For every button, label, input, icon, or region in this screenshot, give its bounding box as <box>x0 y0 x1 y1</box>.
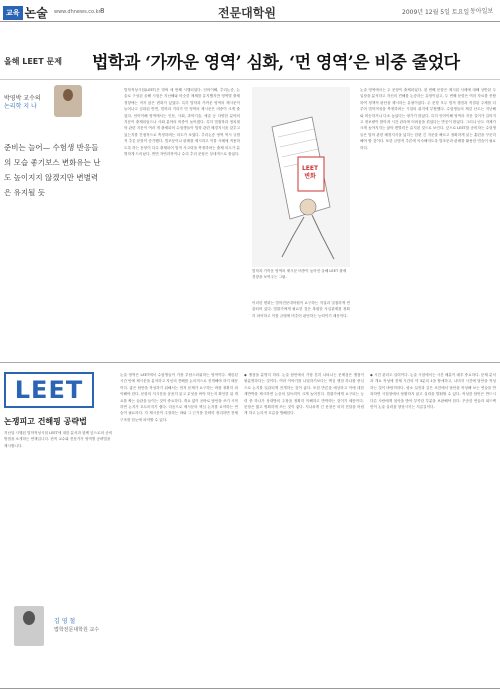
leet-logo: LEET <box>4 372 94 408</box>
paper-tag: 동아일보 <box>470 8 494 15</box>
section-badge <box>3 4 48 21</box>
series-column-1: 논술 영역은 LEET에서 수험생들이 가장 부담스러워하는 영역이다. 제한된 시간 안에 제시문을 분석하고 자신의 견해를 논리적으로 전개해야 하기 때문이다. 좋은 답안을 작성하기 위해서는 먼저 문제가 요구하는 바를 정확히 파악해야 한다. 문항의 지시문을 꼼꼼히 읽고 무엇을 써야 하는지 확인한 뒤 개요를 짜는 습관을 들이는 것이 중요하다. 개요 없이 곧바로 답안을 쓰기 시작하면 논지가 흐트러지기 쉽다. 다음으로 제시문의 핵심 논지를 요약하는 연습이 필요하다. 각 제시문이 주장하는 바와 그 근거를 간략히 정리하면 전체 구조를 한눈에 파악할 수 있다. <box>120 373 238 422</box>
series-column-2: ◆ 쟁점을 분명히 하라. 논술 답안에서 가장 흔히 나타나는 문제점은 쟁점이 불분명하다는 것이다. 여러 이야기를 나열하기보다는 핵심 쟁점 하나를 중심으로 논지를 일관되게 전개하는 것이 좋다. 또한 반론을 예상하고 이에 대한 재반박을 제시하면 논증의 설득력이 크게 높아진다. 법률가에게 요구되는 능력 중 하나가 상대방의 주장을 정확히 이해하고 반박하는 것이기 때문이다. 문장은 짧고 명확하게 쓰는 것이 좋다. 지나치게 긴 문장은 의미 전달을 어렵게 하고 논리적 흐름을 방해한다. <box>244 373 364 416</box>
footer-rule <box>0 688 500 689</box>
series-description: 지난달 시행된 법학적성시험 LEET에 대한 분석과 함께 앞으로의 준비 방법을 소개하는 연재입니다. 현직 교수와 전문가가 영역별 공략법을 제시합니다. <box>4 431 113 448</box>
series-title: 논쟁피고 건해핑 공략법 <box>4 417 87 426</box>
illustration-caption: 법학과 가까운 영역의 제시문 비중이 높아진 올해 LEET 출제 경향을 보여주는 그림. <box>252 269 347 280</box>
author-affiliation: 논리학 지 나 <box>4 103 37 110</box>
author-name: 박영박 교수의 <box>4 95 41 102</box>
writer-affiliation: 법학전문대학원 교수 <box>54 627 100 633</box>
masthead <box>0 0 500 22</box>
page-number: 8 <box>100 7 105 15</box>
site-url: www.dhnews.co.kr <box>54 9 101 15</box>
illustration-label: LEET 변화 <box>301 165 319 180</box>
section-divider <box>0 362 500 363</box>
article-column-3: 논술 영역에서는 두 문항이 출제되었다. 첫 번째 문항은 제시된 사례에 대해 상반된 두 입장을 분석하고 자신의 견해를 논증하는 유형이었고, 두 번째 문항은 여러 자료를 종합하여 정책적 판단을 제시하는 유형이었다. 두 문항 모두 법적 쟁점과 직결된 주제를 다루어 법학적성을 측정하려는 시험의 취지에 부합했다. 수험생들의 체감 난도는 지난해와 비슷하거나 다소 높았다는 평가가 많았다. 특히 언어이해 영역의 지문 길이가 길어지고 정보량이 많아져 시간 관리에 어려움을 겪었다는 반응이 많았다. 그러나 난도 자체가 크게 높아지지는 않아 변별력은 유지된 것으로 보인다. 앞으로 LEET를 준비하는 수험생들은 법학 관련 배경지식을 넓히는 한편 긴 지문을 빠르고 정확하게 읽는 훈련을 꾸준히 해야 할 것이다. 또한 규범적 추론에 익숙해지도록 법조문과 판례를 활용한 연습이 필요하다. <box>360 88 496 150</box>
section-name: 논술 <box>24 6 48 20</box>
section-badge-label: 교육 <box>3 6 23 20</box>
series-column-3: ◆ 시간 관리도 실력이다. 논술 시험에서는 시간 배분이 매우 중요하다. 문제 분석과 개요 작성에 전체 시간의 약 3분의 1을 할애하고, 나머지 시간에 답안을 작성하는 것이 바람직하다. 평소 실전과 같은 조건에서 답안을 작성해 보는 연습을 반복하면 시험장에서 당황하지 않고 실력을 발휘할 수 있다. 작성한 답안은 반드시 다른 사람에게 첨삭을 받아 부족한 부분을 보완해야 한다. 꾸준한 연습과 피드백만이 논술 실력을 향상시키는 지름길이다. <box>370 373 496 410</box>
article-kicker: 올해 LEET 문제 <box>4 57 62 66</box>
section-title: 전문대학원 <box>218 6 276 20</box>
writer-name: 김 영 철 <box>54 618 76 625</box>
pull-quote: 준비는 늘어— 수험생 반응들의 모습 좋기보스 변화유는 난도 높이지지 않겠지만 변별력은 유지될 듯 <box>4 143 101 197</box>
article-column-2: 이러한 변화는 법학전문대학원이 요구하는 자질과 밀접하게 연관되어 있다. 법률가에게 필요한 것은 복잡한 사실관계를 정확히 파악하고 이를 규범에 비추어 판단하는 능력이기 때문이다. <box>252 301 350 318</box>
headline-row <box>0 30 500 80</box>
issue-date: 2009년 12월 5일 토요일 <box>402 9 470 16</box>
author-photo <box>54 85 82 117</box>
article-headline: 법학과 ‘가까운 영역’ 심화, ‘먼 영역’은 비중 줄었다 <box>92 53 460 73</box>
article-column-1: 법학적성시험(LEET)은 벌써 세 번째 시행되었다. 언어이해, 추리논증, 논술로 구성된 올해 시험은 지난해와 비슷한 체제를 유지했지만 영역별 출제 경향에는 적지 않은 변화가 있었다. 특히 법학과 가까운 영역의 제시문이 늘어나고 심화된 반면, 법학과 거리가 먼 영역의 제시문은 비중이 크게 줄었다. 언어이해 영역에서는 인문, 사회, 과학기술, 예술 등 다양한 분야의 지문이 출제되었으나 사회 분야의 비중이 높아졌다. 특히 법철학과 정치철학 관련 지문이 여러 개 출제되어 수험생들이 법학 관련 배경지식을 갖추고 있는지를 간접적으로 측정하려는 의도가 보였다. 추리논증 영역 역시 규범적 추론 문항이 증가했다. 법조문이나 판례를 제시하고 이를 사례에 적용하도록 하는 문항이 다수 출제되어 법적 사고력을 측정하려는 출제 의도가 분명하게 드러났다. 반면 자연과학이나 수리 추리 문항은 상대적으로 줄었다. <box>124 88 240 157</box>
writer-photo <box>14 606 44 646</box>
